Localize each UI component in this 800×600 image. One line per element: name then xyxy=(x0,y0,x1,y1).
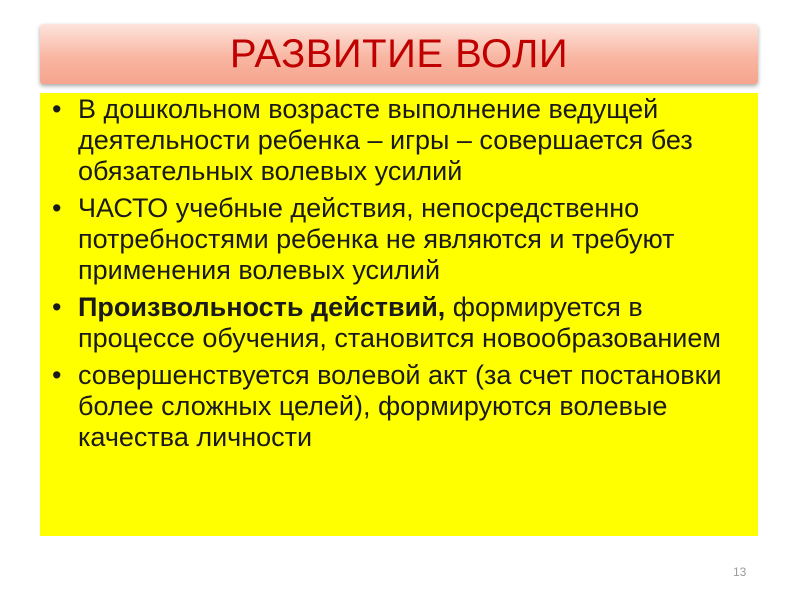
bullet-text: В дошкольном возрасте выполнение ведущей деятельности ребенка – игры – совершается без обязательных волевых усилий xyxy=(78,94,693,186)
slide-number: 13 xyxy=(733,565,747,579)
bullet-item-3 xyxy=(40,292,760,354)
bullet-icon: • xyxy=(52,292,62,322)
slide-title: РАЗВИТИЕ ВОЛИ xyxy=(229,32,569,76)
bullet-icon: • xyxy=(52,94,62,124)
bullet-list xyxy=(40,94,760,459)
title-banner xyxy=(40,24,758,84)
bullet-icon: • xyxy=(52,193,62,223)
bullet-text: ЧАСТО учебные действия, непосредственно потребностями ребенка не являются и требуют применения волевых усилий xyxy=(78,193,675,285)
bullet-item-2 xyxy=(40,193,760,286)
bullet-icon: • xyxy=(52,360,62,390)
bullet-text: совершенствуется волевой акт (за счет постановки более сложных целей), формируются волевые качества личности xyxy=(78,360,722,452)
bullet-bold-text: Произвольность действий, xyxy=(78,292,446,322)
bullet-text: формируется в процессе обучения, становится новообразованием xyxy=(78,292,721,353)
bullet-item-1 xyxy=(40,94,760,187)
bullet-item-4 xyxy=(40,360,760,453)
